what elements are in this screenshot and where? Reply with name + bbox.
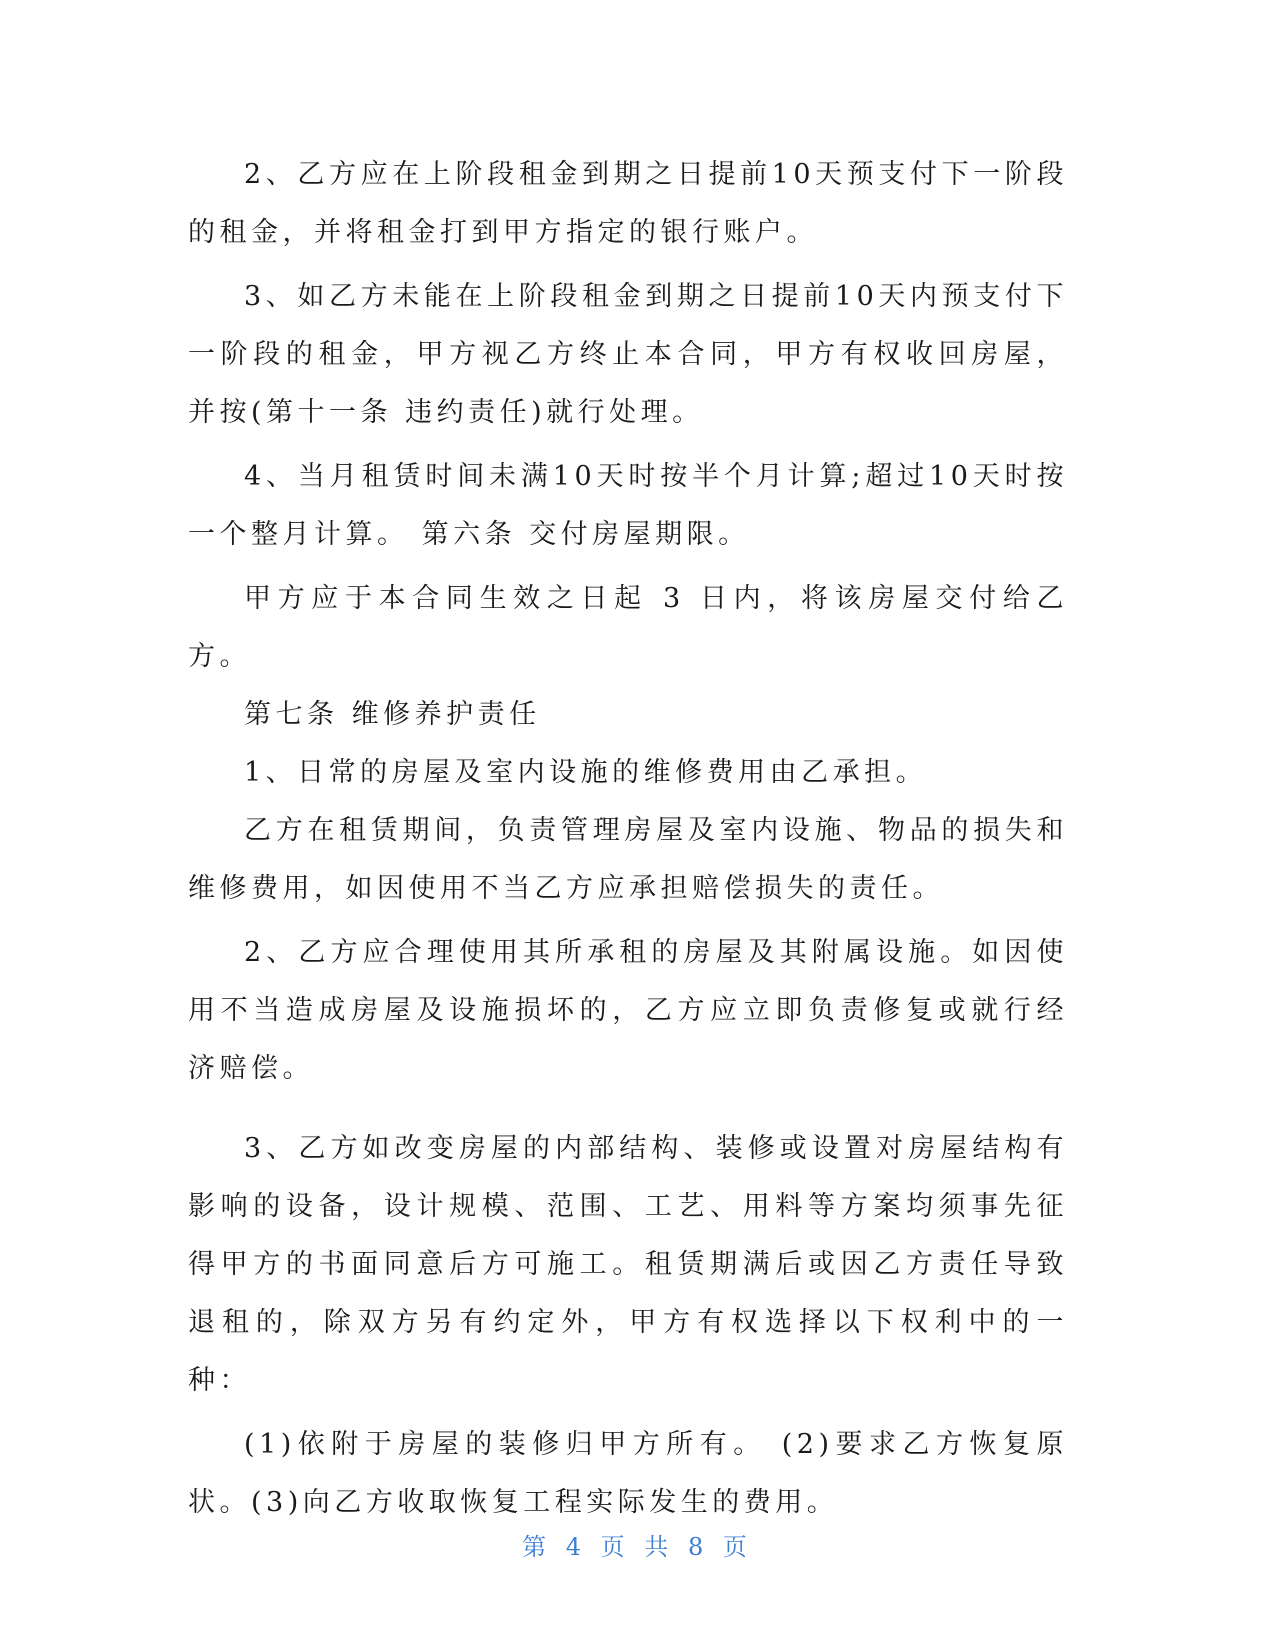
paragraph-late-payment: 3、如乙方未能在上阶段租金到期之日提前10天内预支付下一阶段的租金，甲方视乙方终止本合同，甲方有权收回房屋，并按(第十一条 违约责任)就行处理。 [188,281,1068,428]
paragraph-structural-changes: 3、乙方如改变房屋的内部结构、装修或设置对房屋结构有影响的设备，设计规模、范围、工艺、用料等方案均须事先征得甲方的书面同意后方可施工。租赁期满后或因乙方责任导致退租的，除双方另有约定外，甲方有权选择以下权利中的一种： [188,1133,1068,1396]
paragraph-tenant-responsibility: 乙方在租赁期间，负责管理房屋及室内设施、物品的损失和维修费用，如因使用不当乙方应承担赔偿损失的责任。 [188,815,1068,904]
section-heading-maintenance: 第七条 维修养护责任 [244,699,541,730]
paragraph-partial-month: 4、当月租赁时间未满10天时按半个月计算;超过10天时按一个整月计算。 第六条 交付房屋期限。 [188,461,1068,550]
paragraph-options-list: (1)依附于房屋的装修归甲方所有。 (2)要求乙方恢复原状。(3)向乙方收取恢复工程实际发生的费用。 [188,1429,1068,1518]
paragraph-delivery-deadline: 甲方应于本合同生效之日起 3 日内，将该房屋交付给乙方。 [188,583,1068,672]
paragraph-rent-prepayment: 2、乙方应在上阶段租金到期之日提前10天预支付下一阶段的租金，并将租金打到甲方指定的银行账户。 [188,159,1068,248]
document-body [188,146,1068,1532]
page-footer [0,1527,1275,1562]
page-number-label: 第 4 页 共 8 页 [522,1533,753,1561]
paragraph-proper-use: 2、乙方应合理使用其所承租的房屋及其附属设施。如因使用不当造成房屋及设施损坏的，乙方应立即负责修复或就行经济赔偿。 [188,937,1068,1084]
paragraph-daily-maintenance: 1、日常的房屋及室内设施的维修费用由乙承担。 [244,757,928,788]
